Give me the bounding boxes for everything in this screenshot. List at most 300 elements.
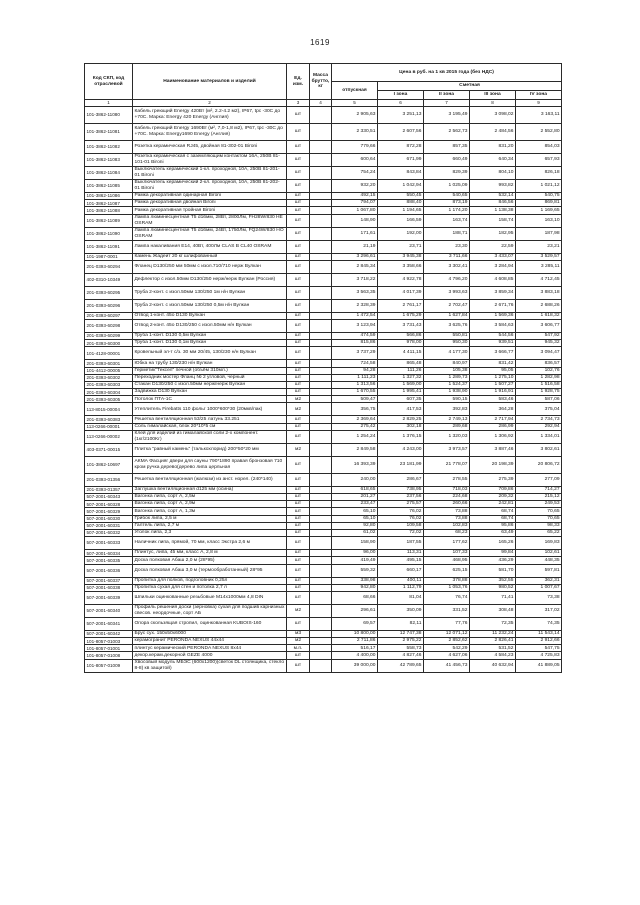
- zone-4-cell: 657,93: [516, 154, 562, 167]
- unit-cell: шт: [287, 124, 310, 141]
- code-cell: 101-3862-11083: [85, 154, 133, 167]
- otpusknaya-cell: 233,47: [332, 501, 378, 508]
- name-cell: Лампа люминесцентная Т5 d16мм, 24Вт, 1750Лм, FQ24W/830 HO OSRAM: [133, 227, 287, 240]
- name-cell: Герметик"Тексел" печной (объём 310мл.): [133, 367, 287, 374]
- zone-2-cell: 3 195,49: [424, 107, 470, 124]
- otpusknaya-cell: 1 670,55: [332, 389, 378, 396]
- mass-cell: [310, 374, 332, 381]
- table-row: [85, 430, 562, 443]
- zone-1-cell: 4 827,46: [378, 652, 424, 659]
- zone-4-cell: 20 806,72: [516, 456, 562, 473]
- table-row: [85, 638, 562, 645]
- table-row: [85, 659, 562, 672]
- price-table: [84, 63, 562, 673]
- mass-cell: [310, 430, 332, 443]
- code-cell: 101-3862-11084: [85, 167, 133, 180]
- name-cell: Опора скользящая стропил, оцинкованная KUBOIS-160: [133, 617, 287, 630]
- mass-cell: [310, 486, 332, 493]
- table-row: [85, 312, 562, 319]
- zone-3-cell: 308,48: [470, 604, 516, 617]
- otpusknaya-cell: 1 472,54: [332, 312, 378, 319]
- mass-cell: [310, 253, 332, 260]
- zone-2-cell: 73,88: [424, 508, 470, 515]
- code-cell: 403-0371-00015: [85, 443, 133, 456]
- zone-3-cell: 40 632,94: [470, 659, 516, 672]
- mass-cell: [310, 456, 332, 473]
- column-number: 4: [310, 100, 332, 107]
- header-unit: Ед. изм.: [287, 64, 310, 100]
- zone-4-cell: 2 688,26: [516, 299, 562, 312]
- otpusknaya-cell: 4 400,00: [332, 652, 378, 659]
- mass-cell: [310, 550, 332, 557]
- mass-cell: [310, 564, 332, 577]
- unit-cell: шт: [287, 416, 310, 423]
- unit-cell: шт: [287, 430, 310, 443]
- zone-4-cell: 1 516,58: [516, 381, 562, 388]
- zone-1-cell: 2 761,17: [378, 299, 424, 312]
- unit-cell: шт: [287, 154, 310, 167]
- table-row: [85, 617, 562, 630]
- otpusknaya-cell: 201,27: [332, 494, 378, 501]
- zone-2-cell: 4 177,30: [424, 347, 470, 360]
- zone-4-cell: 163,10: [516, 214, 562, 227]
- otpusknaya-cell: 3 563,35: [332, 286, 378, 299]
- code-cell: 201-0393-60295: [85, 286, 133, 299]
- code-cell: 507-2001-60341: [85, 617, 133, 630]
- unit-cell: шт: [287, 537, 310, 550]
- otpusknaya-cell: 3 296,61: [332, 253, 378, 260]
- table-row: [85, 207, 562, 214]
- zone-1-cell: 888,40: [378, 200, 424, 207]
- zone-3-cell: 583,46: [470, 396, 516, 403]
- name-cell: Хвосовый модуль МБЭС (600х1200)(светок DL стоянщика, стекло 8-8) кв защитой): [133, 659, 287, 672]
- zone-3-cell: 532,14: [470, 193, 516, 200]
- unit-cell: шт: [287, 260, 310, 273]
- zone-1-cell: 4 243,00: [378, 443, 424, 456]
- mass-cell: [310, 494, 332, 501]
- code-cell: 113-0266-00002: [85, 430, 133, 443]
- name-cell: Уголок липа, 2,3: [133, 529, 287, 536]
- unit-cell: шт: [287, 240, 310, 253]
- zone-1-cell: 109,58: [378, 522, 424, 529]
- zone-3-cell: 95,86: [470, 522, 516, 529]
- zone-2-cell: 590,15: [424, 396, 470, 403]
- unit-cell: шт: [287, 473, 310, 486]
- otpusknaya-cell: 68,66: [332, 591, 378, 604]
- code-cell: 101-8057-01003: [85, 638, 133, 645]
- zone-2-cell: 950,30: [424, 340, 470, 347]
- zone-3-cell: 531,52: [470, 645, 516, 652]
- table-row: [85, 557, 562, 564]
- table-row: [85, 604, 562, 617]
- header-name: Наименование материалов и изделий: [133, 64, 287, 100]
- zone-1-cell: 111,26: [378, 367, 424, 374]
- unit-cell: шт: [287, 340, 310, 347]
- zone-3-cell: 1 306,92: [470, 430, 516, 443]
- zone-4-cell: 11 543,14: [516, 630, 562, 637]
- table-row: [85, 584, 562, 591]
- unit-cell: шт: [287, 319, 310, 332]
- unit-cell: м2: [287, 638, 310, 645]
- zone-4-cell: 1 282,98: [516, 374, 562, 381]
- table-row: [85, 443, 562, 456]
- zone-3-cell: 68,74: [470, 508, 516, 515]
- otpusknaya-cell: 2 849,58: [332, 443, 378, 456]
- code-cell: 507-2001-60332: [85, 529, 133, 536]
- code-cell: 201-0393-60301: [85, 360, 133, 367]
- name-cell: Пропитка сухая для стен и потолка 2,7 л: [133, 584, 287, 591]
- table-row: [85, 577, 562, 584]
- mass-cell: [310, 312, 332, 319]
- mass-cell: [310, 630, 332, 637]
- zone-3-cell: 286,99: [470, 423, 516, 430]
- zone-2-cell: 4 796,20: [424, 273, 470, 286]
- zone-4-cell: 3 606,77: [516, 319, 562, 332]
- zone-1-cell: 81,04: [378, 591, 424, 604]
- mass-cell: [310, 107, 332, 124]
- zone-4-cell: 448,35: [516, 557, 562, 564]
- table-row: [85, 214, 562, 227]
- table-row: [85, 193, 562, 200]
- code-cell: 201-0393-01357: [85, 486, 133, 493]
- zone-4-cell: 4 712,45: [516, 273, 562, 286]
- zone-2-cell: 542,29: [424, 645, 470, 652]
- zone-1-cell: 1 042,94: [378, 180, 424, 193]
- zone-2-cell: 1 524,37: [424, 381, 470, 388]
- code-cell: 201-0393-60297: [85, 312, 133, 319]
- zone-4-cell: 1 618,32: [516, 312, 562, 319]
- table-row: [85, 564, 562, 577]
- otpusknaya-cell: 92,80: [332, 522, 378, 529]
- otpusknaya-cell: 10 800,00: [332, 630, 378, 637]
- zone-3-cell: 352,55: [470, 577, 516, 584]
- zone-1-cell: 550,45: [378, 193, 424, 200]
- otpusknaya-cell: 2 711,86: [332, 638, 378, 645]
- zone-3-cell: 3 584,63: [470, 319, 516, 332]
- zone-4-cell: 3 285,11: [516, 260, 562, 273]
- table-row: [85, 319, 562, 332]
- name-cell: Утеплитель Firebatts 110 фольг 1000*600*30 (20мкв/пак): [133, 403, 287, 416]
- column-number: 7: [424, 100, 470, 107]
- mass-cell: [310, 443, 332, 456]
- zone-1-cell: 72,02: [378, 529, 424, 536]
- zone-3-cell: 993,82: [470, 180, 516, 193]
- otpusknaya-cell: 559,32: [332, 564, 378, 577]
- table-body: [85, 107, 562, 673]
- unit-cell: шт: [287, 529, 310, 536]
- code-cell: 507-2001-60328: [85, 501, 133, 508]
- code-cell: 201-0393-60383: [85, 416, 133, 423]
- mass-cell: [310, 617, 332, 630]
- name-cell: Заглушка вентиляционная d125 мм (осина): [133, 486, 287, 493]
- zone-1-cell: 558,73: [378, 645, 424, 652]
- zone-1-cell: 1 376,15: [378, 430, 424, 443]
- zone-3-cell: 364,28: [470, 403, 516, 416]
- zone-2-cell: 289,68: [424, 423, 470, 430]
- zone-2-cell: 625,15: [424, 564, 470, 577]
- name-cell: Клей для изделий из гималайской соли 2-х компонент. (1кг/2100Kг): [133, 430, 287, 443]
- mass-cell: [310, 180, 332, 193]
- zone-3-cell: 182,95: [470, 227, 516, 240]
- zone-1-cell: 4 017,39: [378, 286, 424, 299]
- otpusknaya-cell: 240,00: [332, 473, 378, 486]
- zone-1-cell: 2 607,56: [378, 124, 424, 141]
- code-cell: 113-0266-00001: [85, 423, 133, 430]
- zone-1-cell: 3 731,43: [378, 319, 424, 332]
- zone-3-cell: 68,74: [470, 515, 516, 522]
- mass-cell: [310, 299, 332, 312]
- zone-4-cell: 714,27: [516, 486, 562, 493]
- mass-cell: [310, 193, 332, 200]
- otpusknaya-cell: 2 905,63: [332, 107, 378, 124]
- name-cell: Фланец D130/250 мм 50мм с изол.710/710 нерж Вулкан: [133, 260, 287, 273]
- zone-2-cell: 105,38: [424, 367, 470, 374]
- zone-1-cell: 843,84: [378, 167, 424, 180]
- otpusknaya-cell: 65,10: [332, 515, 378, 522]
- zone-2-cell: 260,66: [424, 501, 470, 508]
- zone-1-cell: 76,02: [378, 508, 424, 515]
- name-cell: Выключатель керамический 2-кл. проходной, 10А, 250В 81-202-01 Bironi: [133, 180, 287, 193]
- header-price-group: Цена в руб. на 1 кв 2015 года (без НДС): [332, 64, 562, 82]
- code-cell: 201-0393-60294: [85, 260, 133, 273]
- zone-2-cell: 1 053,76: [424, 584, 470, 591]
- mass-cell: [310, 389, 332, 396]
- name-cell: Камень Жадеит 20 кг шлифованный: [133, 253, 287, 260]
- zone-2-cell: 2 749,13: [424, 416, 470, 423]
- name-cell: керамогранит PERONDA NEXUS 44х44: [133, 638, 287, 645]
- code-cell: 101-3862-11087: [85, 200, 133, 207]
- unit-cell: шт: [287, 389, 310, 396]
- zone-2-cell: 3 625,76: [424, 319, 470, 332]
- mass-cell: [310, 638, 332, 645]
- header-smetnaya: Сметная: [378, 82, 562, 91]
- zone-2-cell: 829,39: [424, 167, 470, 180]
- code-cell: 201-0393-60299: [85, 332, 133, 339]
- zone-1-cell: 187,55: [378, 537, 424, 550]
- mass-cell: [310, 319, 332, 332]
- zone-2-cell: 41 456,73: [424, 659, 470, 672]
- zone-4-cell: 1 928,75: [516, 389, 562, 396]
- mass-cell: [310, 286, 332, 299]
- unit-cell: шт: [287, 501, 310, 508]
- zone-2-cell: 2 852,62: [424, 638, 470, 645]
- mass-cell: [310, 396, 332, 403]
- name-cell: Юбка на трубу 130/230 н/н Вулкан: [133, 360, 287, 367]
- zone-2-cell: 76,74: [424, 591, 470, 604]
- zone-3-cell: 804,10: [470, 167, 516, 180]
- zone-2-cell: 102,83: [424, 522, 470, 529]
- zone-2-cell: 3 973,57: [424, 443, 470, 456]
- table-row: [85, 347, 562, 360]
- header-otpusknaya: отпускная: [332, 82, 378, 100]
- name-cell: Плинтус, липа, 45 мм, класс А, 2,8 м: [133, 550, 287, 557]
- table-row: [85, 299, 562, 312]
- code-cell: 507-2001-60336: [85, 564, 133, 577]
- column-number: 1: [85, 100, 133, 107]
- zone-1-cell: 2 975,22: [378, 638, 424, 645]
- name-cell: декор.керам.декорной GEZE 4000: [133, 652, 287, 659]
- mass-cell: [310, 260, 332, 273]
- code-cell: 507-2001-60337: [85, 577, 133, 584]
- header-mass: Масса брутто, кг: [310, 64, 332, 100]
- zone-4-cell: 102,76: [516, 367, 562, 374]
- zone-1-cell: 872,28: [378, 141, 424, 154]
- table-row: [85, 473, 562, 486]
- zone-4-cell: 540,75: [516, 193, 562, 200]
- mass-cell: [310, 214, 332, 227]
- zone-1-cell: 1 569,00: [378, 381, 424, 388]
- column-number: 9: [516, 100, 562, 107]
- zone-3-cell: 275,39: [470, 473, 516, 486]
- table-row: [85, 240, 562, 253]
- zone-2-cell: 3 993,63: [424, 286, 470, 299]
- unit-cell: шт: [287, 200, 310, 207]
- code-cell: 101-3862-11089: [85, 214, 133, 227]
- zone-2-cell: 4 627,06: [424, 652, 470, 659]
- zone-1-cell: 82,11: [378, 617, 424, 630]
- zone-4-cell: 945,32: [516, 340, 562, 347]
- zone-4-cell: 4 725,83: [516, 652, 562, 659]
- otpusknaya-cell: 2 328,39: [332, 299, 378, 312]
- zone-4-cell: 375,04: [516, 403, 562, 416]
- name-cell: Рамка декоративная одинарная Bironi: [133, 193, 287, 200]
- zone-1-cell: 1 327,32: [378, 374, 424, 381]
- zone-2-cell: 23,30: [424, 240, 470, 253]
- code-cell: 101-8057-01009: [85, 659, 133, 672]
- zone-4-cell: 3 529,57: [516, 253, 562, 260]
- table-row: [85, 389, 562, 396]
- header-zone-3: III зона: [470, 91, 516, 100]
- unit-cell: шт: [287, 273, 310, 286]
- otpusknaya-cell: 69,57: [332, 617, 378, 630]
- zone-4-cell: 2 734,73: [516, 416, 562, 423]
- code-cell: 201-0393-60302: [85, 374, 133, 381]
- zone-2-cell: 188,71: [424, 227, 470, 240]
- zone-4-cell: 362,31: [516, 577, 562, 584]
- unit-cell: шт: [287, 167, 310, 180]
- code-cell: 507-2001-60340: [85, 604, 133, 617]
- unit-cell: шт: [287, 584, 310, 591]
- zone-3-cell: 709,86: [470, 486, 516, 493]
- code-cell: 101-4128-00001: [85, 347, 133, 360]
- table-row: [85, 645, 562, 652]
- zone-3-cell: 209,32: [470, 494, 516, 501]
- table-row: [85, 591, 562, 604]
- table-row: [85, 374, 562, 381]
- zone-3-cell: 72,35: [470, 617, 516, 630]
- otpusknaya-cell: 794,07: [332, 200, 378, 207]
- name-cell: Пропитка для полков, подголовник 0,25л: [133, 577, 287, 584]
- otpusknaya-cell: 2 369,64: [332, 416, 378, 423]
- zone-4-cell: 597,81: [516, 564, 562, 577]
- zone-4-cell: 854,03: [516, 141, 562, 154]
- name-cell: Доска полковая Абаш 3,0 м (термообработанный) 28*95: [133, 564, 287, 577]
- zone-4-cell: 3 163,11: [516, 107, 562, 124]
- otpusknaya-cell: 754,24: [332, 167, 378, 180]
- zone-4-cell: 98,33: [516, 522, 562, 529]
- table-row: [85, 486, 562, 493]
- unit-cell: шт: [287, 564, 310, 577]
- mass-cell: [310, 652, 332, 659]
- zone-4-cell: 65,22: [516, 529, 562, 536]
- name-cell: Лампа накаливания E14, 40Вт, 400Лм CLAS B CL40 OSRAM: [133, 240, 287, 253]
- otpusknaya-cell: 39 000,00: [332, 659, 378, 672]
- code-cell: 507-2001-60333: [85, 537, 133, 550]
- name-cell: плинтус керамический PERONDA NEXUS 8х44: [133, 645, 287, 652]
- mass-cell: [310, 577, 332, 584]
- zone-3-cell: 3 098,02: [470, 107, 516, 124]
- otpusknaya-cell: 16 393,39: [332, 456, 378, 473]
- name-cell: Труба 2-конт. с изол.50мм 130/250 1м н/н Вулкан: [133, 286, 287, 299]
- code-cell: 101-3862-11081: [85, 124, 133, 141]
- column-number-row: [85, 100, 562, 107]
- table-row: [85, 286, 562, 299]
- mass-cell: [310, 360, 332, 367]
- zone-3-cell: 1 916,91: [470, 389, 516, 396]
- name-cell: Брус сух. 150х50х6000: [133, 630, 287, 637]
- zone-1-cell: 660,17: [378, 564, 424, 577]
- table-row: [85, 501, 562, 508]
- table-row: [85, 340, 562, 347]
- zone-1-cell: 1 194,65: [378, 207, 424, 214]
- zone-4-cell: 826,18: [516, 167, 562, 180]
- unit-cell: шт: [287, 347, 310, 360]
- unit-cell: шт: [287, 494, 310, 501]
- table-row: [85, 141, 562, 154]
- zone-4-cell: 215,12: [516, 494, 562, 501]
- zone-1-cell: 166,59: [378, 214, 424, 227]
- header-zone-2: II зона: [424, 91, 470, 100]
- otpusknaya-cell: 296,61: [332, 604, 378, 617]
- otpusknaya-cell: 3 737,29: [332, 347, 378, 360]
- otpusknaya-cell: 779,66: [332, 141, 378, 154]
- unit-cell: шт: [287, 253, 310, 260]
- zone-1-cell: 978,00: [378, 340, 424, 347]
- zone-3-cell: 2 484,56: [470, 124, 516, 141]
- zone-2-cell: 2 562,73: [424, 124, 470, 141]
- header-zone-1: I зона: [378, 91, 424, 100]
- zone-1-cell: 286,67: [378, 473, 424, 486]
- mass-cell: [310, 141, 332, 154]
- page-number: 1619: [310, 38, 330, 47]
- name-cell: Лампа люминесцентная Т5 d16мм, 28Вт, 2800Лм, FH28W/830 HE OSRAM: [133, 214, 287, 227]
- zone-2-cell: 1 025,09: [424, 180, 470, 193]
- otpusknaya-cell: 1 313,56: [332, 381, 378, 388]
- table-row: [85, 522, 562, 529]
- zone-2-cell: 68,23: [424, 529, 470, 536]
- name-cell: Галтель липа, 2,7 м: [133, 522, 287, 529]
- zone-2-cell: 278,55: [424, 473, 470, 486]
- unit-cell: шт: [287, 286, 310, 299]
- zone-3-cell: 3 859,34: [470, 286, 516, 299]
- zone-1-cell: 671,99: [378, 154, 424, 167]
- code-cell: 507-2001-60330: [85, 515, 133, 522]
- table-row: [85, 396, 562, 403]
- otpusknaya-cell: 2 330,51: [332, 124, 378, 141]
- zone-3-cell: 71,41: [470, 591, 516, 604]
- zone-3-cell: 640,34: [470, 154, 516, 167]
- table-row: [85, 367, 562, 374]
- table-row: [85, 180, 562, 193]
- otpusknaya-cell: 3 123,94: [332, 319, 378, 332]
- unit-cell: шт: [287, 332, 310, 339]
- code-cell: 201-0393-60303: [85, 381, 133, 388]
- zone-4-cell: 102,61: [516, 550, 562, 557]
- zone-2-cell: 77,76: [424, 617, 470, 630]
- unit-cell: шт: [287, 577, 310, 584]
- zone-2-cell: 21 778,07: [424, 456, 470, 473]
- mass-cell: [310, 340, 332, 347]
